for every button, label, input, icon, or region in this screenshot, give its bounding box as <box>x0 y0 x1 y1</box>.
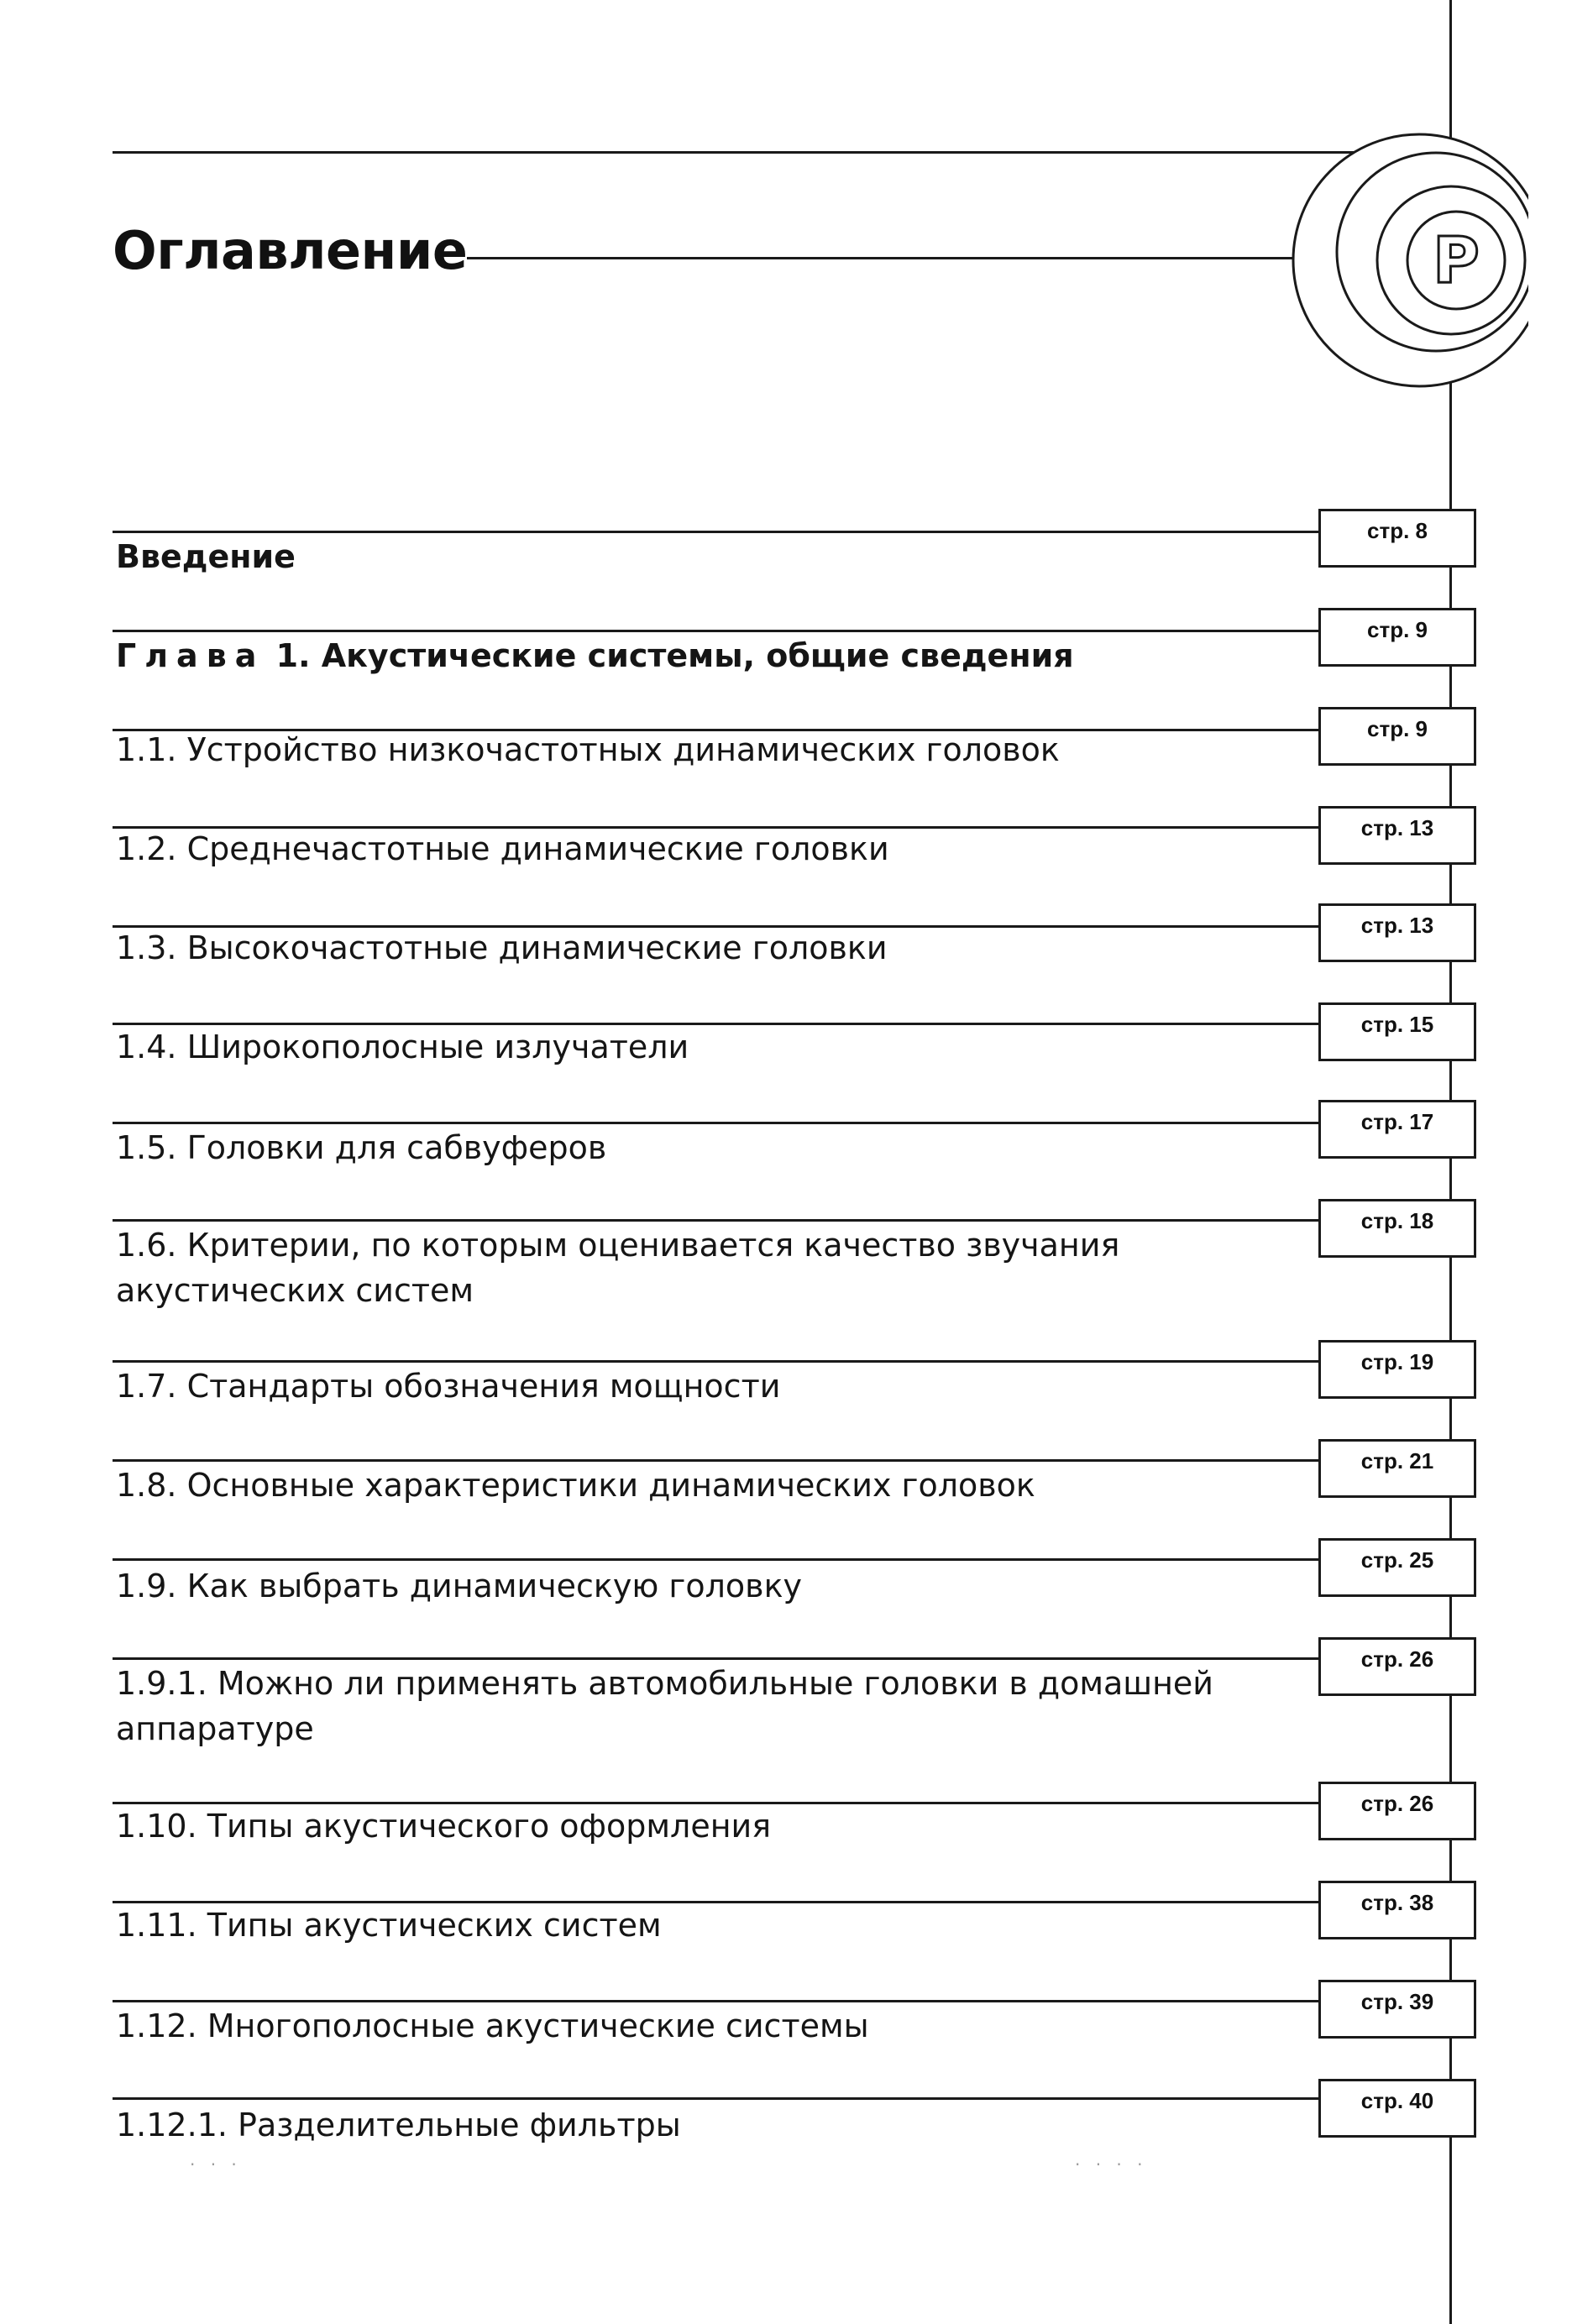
toc-entry[interactable]: 1.1. Устройство низкочастотных динамических головок <box>116 731 1060 768</box>
toc-entry[interactable] <box>116 1222 1119 1313</box>
toc-entry[interactable]: 1.5. Головки для сабвуферов <box>116 1129 607 1166</box>
chapter-word: Глава <box>116 637 265 674</box>
entry-rule <box>113 2000 1322 2002</box>
page-number-box[interactable]: стр. 38 <box>1318 1881 1476 1939</box>
toc-entry[interactable]: 1.9. Как выбрать динамическую головку <box>116 1568 803 1604</box>
page-number-box[interactable]: стр. 39 <box>1318 1980 1476 2039</box>
toc-entry-line: 1.9.1. Можно ли применять автомобильные головки в домашней <box>116 1665 1213 1702</box>
scan-noise: · · · · <box>1075 2154 1148 2175</box>
publisher-logo <box>1260 126 1528 395</box>
top-rule <box>113 151 1406 154</box>
toc-entry[interactable]: 1.2. Среднечастотные динамические головки <box>116 830 889 867</box>
page-number-box[interactable]: стр. 13 <box>1318 806 1476 865</box>
page-number-box[interactable]: стр. 18 <box>1318 1199 1476 1258</box>
toc-entry-introduction[interactable]: Введение <box>116 538 296 575</box>
page-number-box[interactable]: стр. 26 <box>1318 1782 1476 1840</box>
page-number-box[interactable]: стр. 9 <box>1318 707 1476 766</box>
page-number-box[interactable]: стр. 9 <box>1318 608 1476 667</box>
entry-rule <box>113 2097 1322 2100</box>
scan-noise: · · · <box>190 2154 242 2175</box>
entry-rule <box>113 1360 1322 1363</box>
toc-entry[interactable]: 1.11. Типы акустических систем <box>116 1907 662 1944</box>
toc-entry[interactable]: 1.12.1. Разделительные фильтры <box>116 2107 681 2143</box>
toc-entry-line: аппаратуре <box>116 1710 314 1747</box>
page-number-box[interactable]: стр. 26 <box>1318 1637 1476 1696</box>
page-number-box[interactable]: стр. 17 <box>1318 1100 1476 1159</box>
toc-entry[interactable]: 1.4. Широкополосные излучатели <box>116 1029 689 1065</box>
toc-entry[interactable] <box>116 1661 1213 1751</box>
entry-rule <box>113 1219 1322 1222</box>
entry-rule <box>113 531 1322 533</box>
entry-rule <box>113 1657 1322 1660</box>
page-title: Оглавление <box>113 220 468 281</box>
entry-rule <box>113 1459 1322 1462</box>
entry-rule <box>113 1122 1322 1124</box>
page-number-box[interactable]: стр. 40 <box>1318 2079 1476 2138</box>
entry-rule <box>113 1558 1322 1561</box>
toc-entry[interactable]: 1.7. Стандарты обозначения мощности <box>116 1368 781 1405</box>
page-number-box[interactable]: стр. 13 <box>1318 903 1476 962</box>
toc-entry[interactable]: 1.12. Многополосные акустические системы <box>116 2007 869 2044</box>
logo-letter-icon: P <box>1433 222 1480 297</box>
page-number-box[interactable]: стр. 15 <box>1318 1002 1476 1061</box>
entry-rule <box>113 630 1322 632</box>
page-number-box[interactable]: стр. 8 <box>1318 509 1476 568</box>
toc-entry-chapter-1[interactable] <box>116 633 1074 678</box>
page-number-box[interactable]: стр. 21 <box>1318 1439 1476 1498</box>
toc-entry[interactable]: 1.8. Основные характеристики динамических головок <box>116 1467 1035 1504</box>
page-number-box[interactable]: стр. 25 <box>1318 1538 1476 1597</box>
toc-entry-line: акустических систем <box>116 1272 474 1309</box>
title-rule <box>467 257 1307 259</box>
toc-entry[interactable]: 1.3. Высокочастотные динамические головки <box>116 929 888 966</box>
page-number-box[interactable]: стр. 19 <box>1318 1340 1476 1399</box>
chapter-title: 1. Акустические системы, общие сведения <box>275 637 1074 674</box>
toc-entry-line: 1.6. Критерии, по которым оценивается качество звучания <box>116 1227 1120 1264</box>
toc-entry[interactable]: 1.10. Типы акустического оформления <box>116 1808 772 1845</box>
